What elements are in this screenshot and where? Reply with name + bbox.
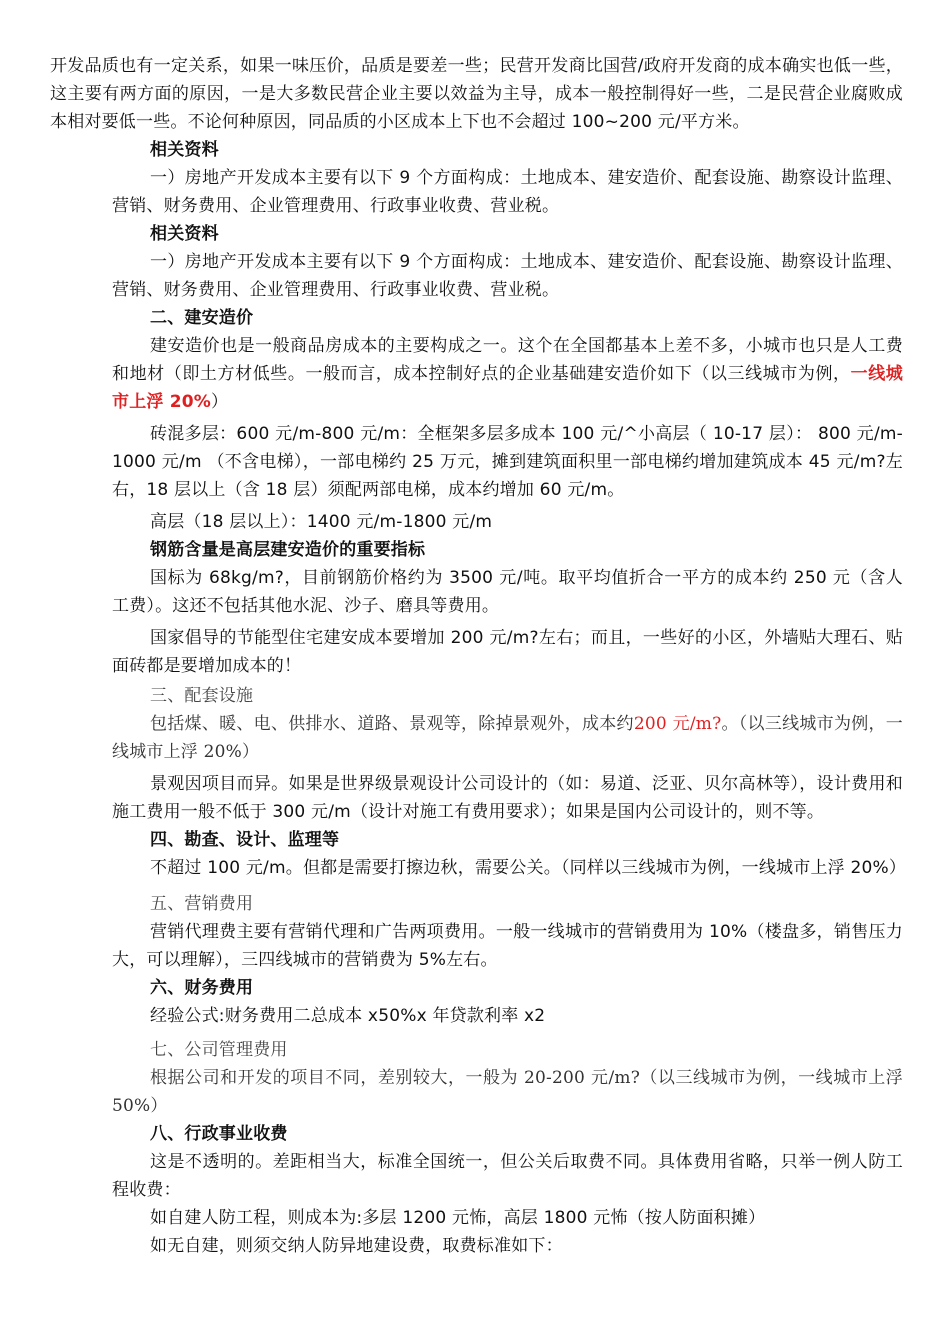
construction-cost-text: 建安造价也是一般商品房成本的主要构成之一。这个在全国都基本上差不多，小城市也只是人工费和地材（即土方材低些。一般而言，成本控制好点的企业基础建安造价如下（以三线城市为例， (112, 336, 903, 384)
heading-related-info-1: 相关资料 (150, 140, 219, 160)
heading-finance: 六、财务费用 (150, 978, 254, 998)
facilities-close: 。（以三线城市为例，一线城市上浮 20%） (112, 714, 903, 762)
paragraph-admin-fees: 这是不透明的。差距相当大，标准全国统一，但公关后取费不同。具体费用省略，只举一例人防工程收费： (112, 1152, 903, 1200)
paragraph-intro: 开发品质也有一定关系，如果一味压价，品质是要差一些；民营开发商比国营/政府开发商的成本确实也低一些，这主要有两方面的原因，一是大多数民营企业主要以效益为主导，成本一般控制得好一些，二是民营企业腐败成本相对要低一些。不论何种原因，同品质的小区成本上下也不会超过 100~200 元/平方米。 (50, 56, 903, 132)
heading-marketing: 五、营销费用 (150, 894, 254, 914)
heading-related-info-2: 相关资料 (150, 224, 219, 244)
paragraph-cost-composition-1: 一）房地产开发成本主要有以下 9 个方面构成：土地成本、建安造价、配套设施、勘察设计监理、营销、财务费用、企业管理费用、行政事业收费、营业税。 (112, 168, 903, 216)
paragraph-energy-saving: 国家倡导的节能型住宅建安成本要增加 200 元/m?左右；而且，一些好的小区，外墙贴大理石、贴面砖都是要增加成本的！ (112, 628, 903, 676)
paragraph-survey-design: 不超过 100 元/m。但都是需要打擦边秋，需要公关。（同样以三线城市为例，一线城市上浮 20%） (150, 858, 907, 878)
paragraph-finance: 经验公式:财务费用二总成本 x50%x 年贷款利率 x2 (150, 1006, 546, 1026)
heading-construction-cost: 二、建安造价 (150, 308, 254, 328)
facilities-text: 包括煤、暖、电、供排水、道路、景观等，除掉景观外，成本约 (150, 714, 634, 734)
paragraph-civil-defense-fee: 如无自建，则须交纳人防异地建设费，取费标准如下： (150, 1236, 563, 1256)
paragraph-construction-cost (112, 332, 903, 416)
paragraph-facilities (112, 710, 903, 766)
heading-management: 七、公司管理费用 (150, 1040, 288, 1060)
heading-admin-fees: 八、行政事业收费 (150, 1124, 288, 1144)
paragraph-landscape: 景观因项目而异。如果是世界级景观设计公司设计的（如：易道、泛亚、贝尔高林等），设计费用和施工费用一般不低于 300 元/m（设计对施工有费用要求）；如果是国内公司设计的，则不等。 (112, 774, 903, 822)
heading-survey-design: 四、勘查、设计、监理等 (150, 830, 340, 850)
paragraph-cost-composition-2: 一）房地产开发成本主要有以下 9 个方面构成：土地成本、建安造价、配套设施、勘察设计监理、营销、财务费用、企业管理费用、行政事业收费、营业税。 (112, 252, 903, 300)
paragraph-marketing: 营销代理费主要有营销代理和广告两项费用。一般一线城市的营销费用为 10%（楼盘多，销售压力大，可以理解），三四线城市的营销费为 5%左右。 (112, 922, 903, 970)
facilities-highlight: 200 元/m? (633, 714, 722, 734)
heading-facilities: 三、配套设施 (150, 686, 254, 706)
paragraph-civil-defense-self: 如自建人防工程，则成本为:多层 1200 元怖，高层 1800 元怖（按人防面积摊） (150, 1208, 766, 1228)
paragraph-brick-concrete: 砖混多层：600 元/m-800 元/m：全框架多层多成本 100 元/^小高层（ 10-17 层）： 800 元/m-1000 元/m （不含电梯），一部电梯约 25 万元，摊到建筑面积里一部电梯约增加建筑成本 45 元/m?左右，18 层以上（含 18 层）须配两部电梯，成本约增加 60 元/m。 (112, 424, 903, 500)
construction-cost-highlight: 一线城市上浮 20% (112, 364, 903, 412)
heading-rebar: 钢筋含量是高层建安造价的重要指标 (150, 540, 426, 560)
paragraph-management: 根据公司和开发的项目不同，差别较大，一般为 20-200 元/m?（以三线城市为例，一线城市上浮 50%） (112, 1068, 903, 1116)
construction-cost-close: ） (211, 392, 229, 412)
paragraph-rebar: 国标为 68kg/m?，目前钢筋价格约为 3500 元/吨。取平均值折合一平方的成本约 250 元（含人工费）。这还不包括其他水泥、沙子、磨具等费用。 (112, 568, 903, 616)
paragraph-high-rise: 高层（18 层以上）：1400 元/m-1800 元/m (150, 512, 493, 532)
